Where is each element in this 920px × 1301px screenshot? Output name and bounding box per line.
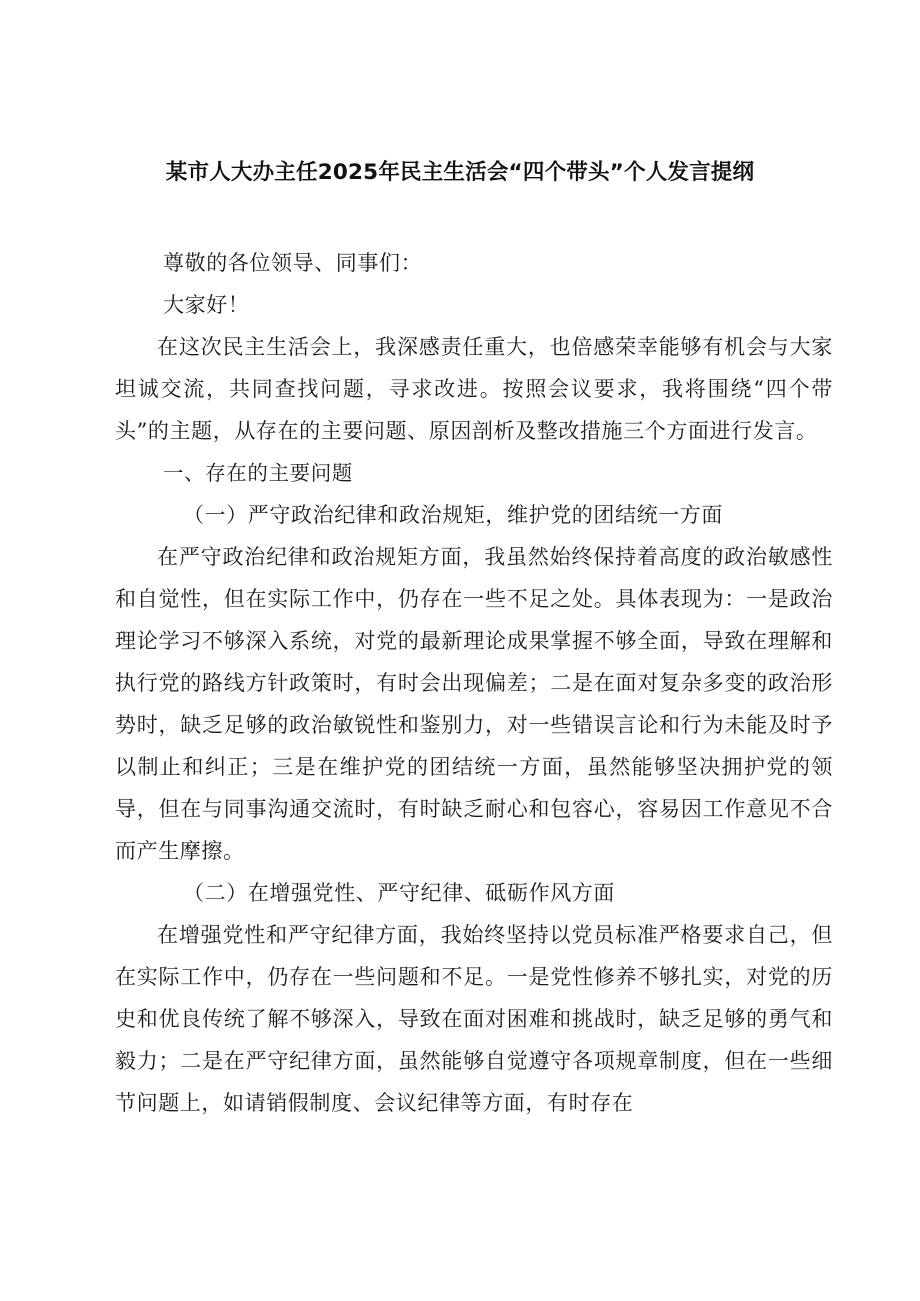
section-heading-problems: 一、存在的主要问题 [163,461,353,485]
intro-paragraph: 在这次民主生活会上，我深感责任重大，也倍感荣幸能够有机会与大家坦诚交流，共同查找问题，寻求改进。按照会议要求，我将围绕“四个带头”的主题，从存在的主要问题、原因剖析及整改措施三个方面进行发言。 [115,335,833,443]
document-title: 某市人大办主任2025年民主生活会“四个带头”个人发言提纲 [165,160,755,185]
paragraph-party-spirit: 在增强党性和严守纪律方面，我始终坚持以党员标准严格要求自己，但在实际工作中，仍存在一些问题和不足。一是党性修养不够扎实，对党的历史和优良传统了解不够深入，导致在面对困难和挑战时，缺乏足够的勇气和毅力；二是在严守纪律方面，虽然能够自觉遵守各项规章制度，但在一些细节问题上，如请销假制度、会议纪律等方面，有时存在 [115,923,833,1115]
salutation: 尊敬的各位领导、同事们： [163,251,423,275]
subsection-heading-party-spirit: （二）在增强党性、严守纪律、砥砺作风方面 [183,881,615,905]
document-body [115,242,833,1124]
subsection-heading-political-discipline: （一）严守政治纪律和政治规矩，维护党的团结统一方面 [183,503,723,527]
greeting: 大家好！ [163,293,250,317]
paragraph-political-discipline: 在严守政治纪律和政治规矩方面，我虽然始终保持着高度的政治敏感性和自觉性，但在实际工作中，仍存在一些不足之处。具体表现为：一是政治理论学习不够深入系统，对党的最新理论成果掌握不够全面，导致在理解和执行党的路线方针政策时，有时会出现偏差；二是在面对复杂多变的政治形势时，缺乏足够的政治敏锐性和鉴别力，对一些错误言论和行为未能及时予以制止和纠正；三是在维护党的团结统一方面，虽然能够坚决拥护党的领导，但在与同事沟通交流时，有时缺乏耐心和包容心，容易因工作意见不合而产生摩擦。 [115,545,833,863]
